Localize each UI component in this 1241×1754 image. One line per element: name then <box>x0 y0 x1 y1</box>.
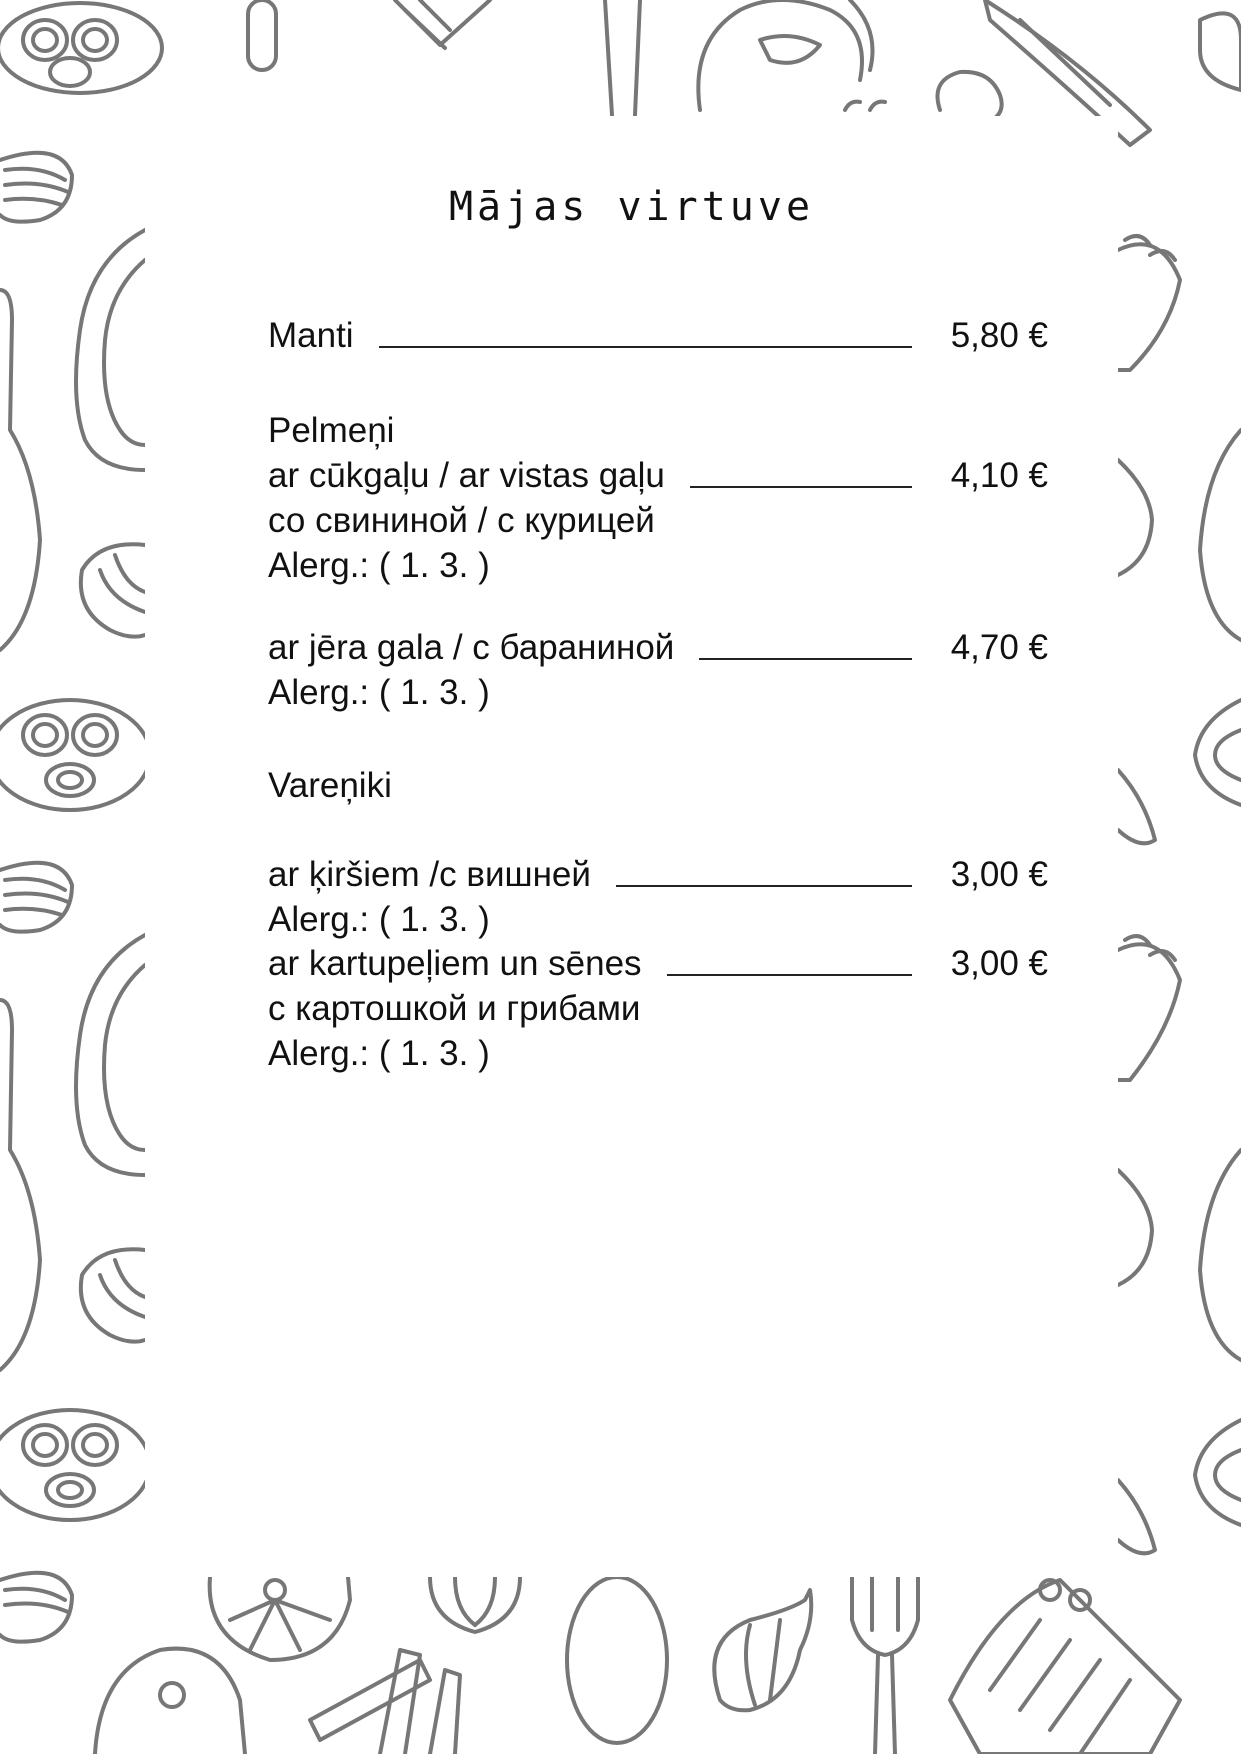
clam-icon <box>0 1573 72 1642</box>
dotted-leader <box>667 974 912 976</box>
menu-item-vareniki-1 <box>268 852 1048 897</box>
menu-item-pelmeni-2 <box>268 625 1048 670</box>
clam-icon <box>1200 13 1241 90</box>
ribs-icon <box>950 1580 1180 1754</box>
garlic-clove-icon <box>1118 1480 1155 1553</box>
spoon-icon <box>0 290 40 650</box>
item-price: 3,00 € <box>950 944 1048 983</box>
spoon-icon <box>248 0 276 70</box>
garlic-clove-icon <box>1118 460 1152 575</box>
item-price: 4,10 € <box>950 456 1048 495</box>
menu-item-pelmeni-1 <box>268 453 1048 498</box>
fish-steak-icon <box>1195 1420 1241 1525</box>
item-allergens: Alerg.: ( 1. 3. ) <box>268 673 490 712</box>
item-name: ar kartupeļiem un sēnes <box>268 944 642 983</box>
fish-steak-icon <box>0 3 162 93</box>
menu-item-manti <box>268 313 1048 358</box>
item-description-ru: с картошкой и грибами <box>268 989 641 1028</box>
item-allergens: Alerg.: ( 1. 3. ) <box>268 900 490 939</box>
dotted-leader <box>616 885 912 887</box>
ribs-icon <box>1118 236 1180 370</box>
dotted-leader <box>379 346 912 348</box>
item-name: ar ķiršiem /с вишней <box>268 855 591 894</box>
fish-steak-icon <box>0 700 150 810</box>
spoon-bowl-icon <box>567 1577 667 1743</box>
fork-icon <box>852 1577 918 1754</box>
item-price: 4,70 € <box>950 628 1048 667</box>
meat-ribs-icon <box>395 0 490 48</box>
item-allergens: Alerg.: ( 1. 3. ) <box>268 546 490 585</box>
clam-icon <box>0 863 72 932</box>
spoon-icon <box>1200 430 1241 640</box>
fish-steak-icon <box>0 1410 150 1520</box>
item-name: ar jēra gala / с бараниной <box>268 628 675 667</box>
garlic-icon <box>81 544 145 636</box>
garlic-clove-icon <box>1118 1170 1152 1285</box>
dotted-leader <box>699 658 912 660</box>
lemon-slice-icon <box>210 1577 350 1660</box>
ribs-icon <box>1118 936 1180 1080</box>
garlic-icon <box>81 1249 145 1341</box>
clam-icon <box>0 153 72 222</box>
item-price: 5,80 € <box>950 316 1048 355</box>
fries-icon <box>310 1650 460 1754</box>
fork-icon <box>605 0 640 115</box>
spoon-icon <box>1200 1150 1241 1360</box>
onion-icon <box>430 1577 520 1632</box>
section-heading-pelmeni: Pelmeņi <box>268 411 395 450</box>
steak-icon <box>698 0 872 110</box>
steak-outline-icon <box>76 935 145 1175</box>
item-description-ru: со свининой / с курицей <box>268 501 655 540</box>
steak-icon <box>95 1649 245 1754</box>
item-allergens: Alerg.: ( 1. 3. ) <box>268 1034 490 1073</box>
menu-sheet <box>145 116 1118 1577</box>
menu-item-vareniki-2 <box>268 941 1048 986</box>
item-name: ar cūkgaļu / ar vistas gaļu <box>268 456 665 495</box>
fish-steak-icon <box>1195 700 1241 805</box>
spoon-icon <box>0 1000 40 1370</box>
item-price: 3,00 € <box>950 855 1048 894</box>
garlic-clove-icon <box>1118 770 1155 843</box>
section-heading-vareniki: Vareņiki <box>268 766 392 805</box>
page-title: Mājas virtuve <box>448 184 815 230</box>
garlic-icon <box>714 1590 811 1710</box>
steak-outline-icon <box>76 230 145 470</box>
dotted-leader <box>690 486 912 488</box>
shrimp-icon <box>845 72 1002 118</box>
item-name: Manti <box>268 316 354 355</box>
